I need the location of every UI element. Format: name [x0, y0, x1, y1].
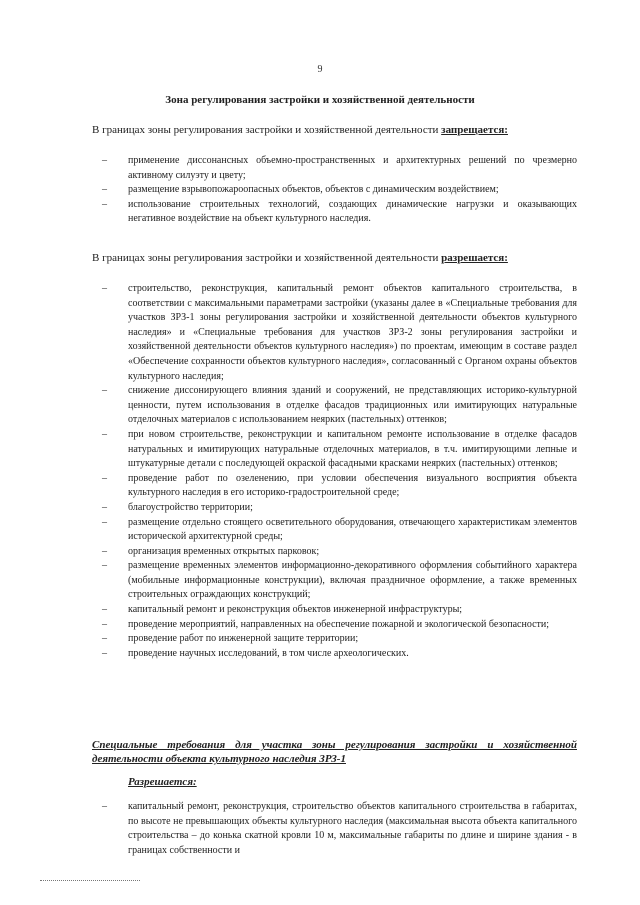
- list-item-text: при новом строительстве, реконструкции и капитальном ремонте использование в отделке фасадов натуральных и имитирующих натуральные отделочных материалов, в т.ч. имитирующими лепные и штукатурные детали с последующей окраской фасадными красками неярких (пастельных) оттенков;: [128, 428, 577, 470]
- list-item-text: проведение работ по инженерной защите территории;: [128, 633, 359, 645]
- permitted-intro-text: В границах зоны регулирования застройки и хозяйственной деятельности: [92, 252, 442, 264]
- list-item: – проведение работ по инженерной защите территории;: [102, 633, 359, 645]
- list-item-text: благоустройство территории;: [128, 501, 253, 513]
- list-item-text: капитальный ремонт и реконструкция объектов инженерной инфраструктуры;: [128, 604, 463, 616]
- list-item: – проведение научных исследований, в том числе археологических.: [102, 647, 409, 659]
- list-item-text: применение диссонансных объемно-пространственных и архитектурных решений по чрезмерно активному силуэту и цвету;: [128, 155, 577, 181]
- footer-divider: [40, 880, 140, 881]
- special-requirements-heading: [92, 738, 577, 766]
- list-item: – размещение временных элементов информационно-декоративного оформления событийного характера (мобильные информационные конструкции), включая праздничное оформление, а также временных строительных ограждающих конструкций;: [102, 560, 577, 601]
- page-number: 9: [317, 64, 323, 75]
- permitted-list: [92, 282, 577, 661]
- page-title: Зона регулирования застройки и хозяйственной деятельности: [165, 94, 475, 106]
- list-item: – капитальный ремонт, реконструкция, строительство объектов капитального строительства в габаритах, по высоте не превышающих объекты культурного наследия (максимальная высота объекта капитального строительства – до конька скатной кровли 10 м, максимальные габариты по длине и ширине здания - в границах собственности и: [102, 801, 577, 856]
- list-item-text: организация временных открытых парковок;: [128, 545, 320, 557]
- list-item: – строительство, реконструкция, капитальный ремонт объектов капитального строительства, в соответствии с максимальными параметрами застройки (указаны далее в «Специальные требования для участков ЗРЗ-1 зоны регулирования застройки и хозяйственной деятельности объектов культурного наследия» и «Специальные требования для участков ЗРЗ-2 зоны регулирования застройки и хозяйственной деятельности объектов культурного наследия») по проектам, имеющим в составе раздел «Обеспечение сохранности объектов культурного наследия», согласованный с Органом охраны объектов культурного наследия;: [102, 283, 577, 382]
- list-item-text: размещение временных элементов информационно-декоративного оформления событийного характера (мобильные информационные конструкции), включая праздничное оформление, а также временных строительных ограждающих конструкций;: [128, 560, 577, 601]
- list-item: – капитальный ремонт и реконструкция объектов инженерной инфраструктуры;: [102, 604, 463, 616]
- list-item: – размещение взрывопожароопасных объектов, объектов с динамическим воздействием;: [102, 184, 499, 196]
- prohibited-intro-text: В границах зоны регулирования застройки и хозяйственной деятельности: [92, 124, 442, 136]
- list-item: – при новом строительстве, реконструкции и капитальном ремонте использование в отделке фасадов натуральных и имитирующих натуральные отделочных материалов, в т.ч. имитирующими лепные и штукатурные детали с последующей окраской фасадными красками неярких (пастельных) оттенков;: [102, 428, 577, 470]
- special-heading-text: Специальные требования для участка зоны регулирования застройки и хозяйственной деятельности объекта культурного наследия ЗРЗ-1: [92, 739, 577, 765]
- permitted-label: разрешается:: [441, 252, 508, 264]
- list-item-text: проведение научных исследований, в том числе археологических.: [128, 647, 409, 659]
- prohibited-intro: [92, 124, 508, 136]
- list-item-text: размещение отдельно стоящего осветительного оборудования, отвечающего характеристикам элементов исторической архитектурной среды;: [128, 516, 577, 543]
- special-item: [92, 800, 577, 858]
- list-item: – благоустройство территории;: [102, 501, 253, 513]
- list-item-text: проведение работ по озеленению, при условии обеспечения визуального восприятия объекта культурного наследия в его историко-градостроительной среде;: [128, 472, 577, 499]
- list-item: – проведение мероприятий, направленных на обеспечение пожарной и экологической безопасности;: [102, 618, 550, 630]
- list-item: – организация временных открытых парковок;: [102, 545, 320, 557]
- list-item: – снижение диссонирующего влияния зданий и сооружений, не представляющих историко-культурной ценности, путем использования в отделке фасадов традиционных или имитирующих натуральные отделочных материалов с использованием неярких (пастельных) оттенков;: [102, 385, 577, 426]
- list-item: – применение диссонансных объемно-пространственных и архитектурных решений по чрезмерно активному силуэту и цвету;: [102, 155, 577, 181]
- list-item-text: строительство, реконструкция, капитальный ремонт объектов капитального строительства, в соответствии с максимальными параметрами застройки (указаны далее в «Специальные требования для участков ЗРЗ-1 зоны регулирования застройки и хозяйственной деятельности объектов культурного наследия» и «Специальные требования для участков ЗРЗ-2 зоны регулирования застройки и хозяйственной деятельности объектов культурного наследия») по проектам, имеющим в составе раздел «Обеспечение сохранности объектов культурного наследия», согласованный с Органом охраны объектов культурного наследия;: [128, 283, 577, 382]
- prohibited-list: [92, 154, 577, 227]
- list-item: – проведение работ по озеленению, при условии обеспечения визуального восприятия объекта культурного наследия в его историко-градостроительной среде;: [102, 472, 577, 499]
- special-allowed-label: Разрешается:: [128, 776, 197, 788]
- list-item-text: снижение диссонирующего влияния зданий и сооружений, не представляющих историко-культурной ценности, путем использования в отделке фасадов традиционных или имитирующих натуральные отделочных материалов с использованием неярких (пастельных) оттенков;: [128, 385, 577, 426]
- permitted-intro: [92, 252, 508, 264]
- list-item: – использование строительных технологий, создающих динамические нагрузки и оказывающих негативное воздействие на объект культурного наследия.: [102, 198, 577, 225]
- list-item-text: проведение мероприятий, направленных на обеспечение пожарной и экологической безопасности;: [128, 618, 550, 630]
- list-item: – размещение отдельно стоящего осветительного оборудования, отвечающего характеристикам элементов исторической архитектурной среды;: [102, 516, 577, 543]
- list-item-text: использование строительных технологий, создающих динамические нагрузки и оказывающих негативное воздействие на объект культурного наследия.: [128, 198, 577, 225]
- list-item-text: размещение взрывопожароопасных объектов, объектов с динамическим воздействием;: [128, 184, 499, 196]
- list-item-text: капитальный ремонт, реконструкция, строительство объектов капитального строительства в габаритах, по высоте не превышающих объекты культурного наследия (максимальная высота объекта капитального строительства – до конька скатной кровли 10 м, максимальные габариты по длине и ширине здания - в границах собственности и: [128, 801, 577, 856]
- prohibited-label: запрещается:: [441, 124, 508, 136]
